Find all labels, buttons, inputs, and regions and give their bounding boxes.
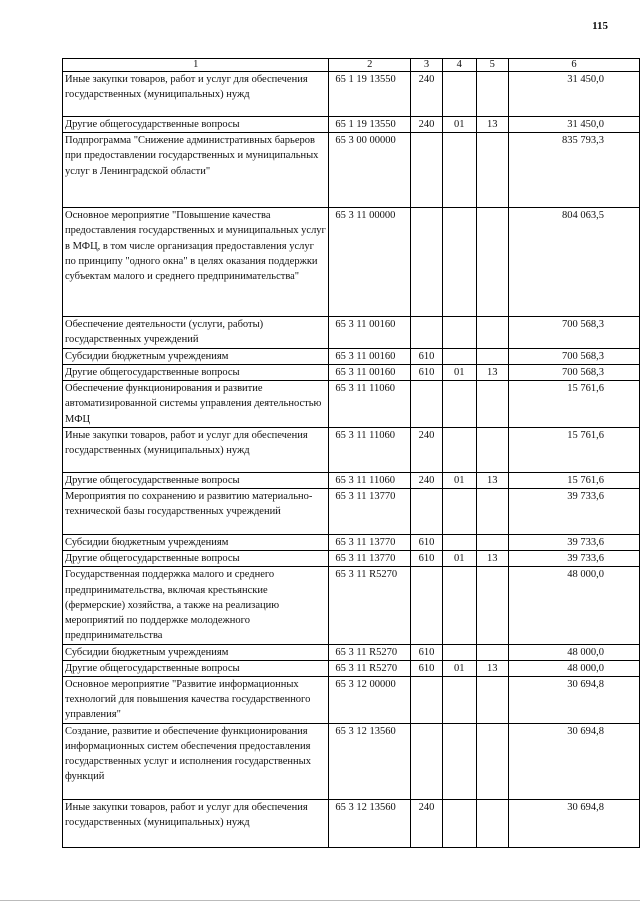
target-code-cell: 65 3 11 13770 bbox=[329, 551, 411, 567]
scan-edge-line bbox=[0, 900, 640, 901]
row-name-cell: Иные закупки товаров, работ и услуг для обеспечения государственных (муниципальных) нужд bbox=[63, 799, 329, 847]
subsection-cell bbox=[476, 208, 509, 317]
row-name-cell: Подпрограмма "Снижение административных барьеров при предоставлении государственных и муниципальных услуг в Ленинградской области" bbox=[63, 133, 329, 208]
target-code-cell: 65 1 19 13550 bbox=[329, 117, 411, 133]
subsection-cell: 13 bbox=[476, 117, 509, 133]
subsection-cell bbox=[476, 567, 509, 644]
expense-type-cell: 240 bbox=[411, 117, 443, 133]
target-code-cell: 65 3 00 00000 bbox=[329, 133, 411, 208]
target-code-cell: 65 3 11 13770 bbox=[329, 488, 411, 534]
expense-type-cell: 240 bbox=[411, 472, 443, 488]
row-name-cell: Другие общегосударственные вопросы bbox=[63, 364, 329, 380]
table-row bbox=[63, 208, 640, 317]
subsection-cell bbox=[476, 348, 509, 364]
subsection-cell bbox=[476, 133, 509, 208]
section-cell bbox=[442, 133, 476, 208]
row-name-cell: Субсидии бюджетным учреждениям bbox=[63, 534, 329, 550]
column-number: 4 bbox=[442, 59, 476, 72]
section-cell bbox=[442, 208, 476, 317]
amount-cell: 804 063,5 bbox=[509, 208, 640, 317]
expense-type-cell: 610 bbox=[411, 644, 443, 660]
section-cell bbox=[442, 317, 476, 348]
target-code-cell: 65 3 12 13560 bbox=[329, 723, 411, 799]
subsection-cell: 13 bbox=[476, 660, 509, 676]
amount-cell: 30 694,8 bbox=[509, 723, 640, 799]
table-body bbox=[63, 72, 640, 848]
amount-cell: 700 568,3 bbox=[509, 317, 640, 348]
target-code-cell: 65 3 11 11060 bbox=[329, 427, 411, 472]
table-row bbox=[63, 317, 640, 348]
target-code-cell: 65 3 11 00160 bbox=[329, 317, 411, 348]
row-name-cell: Мероприятия по сохранению и развитию материально-технической базы государственных учреждений bbox=[63, 488, 329, 534]
row-name-cell: Основное мероприятие "Развитие информационных технологий для повышения качества государственного управления" bbox=[63, 676, 329, 723]
column-number: 2 bbox=[329, 59, 411, 72]
expense-type-cell bbox=[411, 133, 443, 208]
row-name-cell: Другие общегосударственные вопросы bbox=[63, 472, 329, 488]
expense-type-cell: 610 bbox=[411, 660, 443, 676]
section-cell bbox=[442, 644, 476, 660]
amount-cell: 700 568,3 bbox=[509, 364, 640, 380]
amount-cell: 48 000,0 bbox=[509, 567, 640, 644]
target-code-cell: 65 3 11 13770 bbox=[329, 534, 411, 550]
expense-type-cell: 610 bbox=[411, 534, 443, 550]
table-row bbox=[63, 567, 640, 644]
row-name-cell: Государственная поддержка малого и среднего предпринимательства, включая крестьянские (фермерские) хозяйства, а также на реализацию мероприятий по поддержке молодежного предпринимательства bbox=[63, 567, 329, 644]
amount-cell: 31 450,0 bbox=[509, 72, 640, 117]
target-code-cell: 65 3 11 11060 bbox=[329, 472, 411, 488]
expense-type-cell bbox=[411, 208, 443, 317]
table-row bbox=[63, 133, 640, 208]
subsection-cell bbox=[476, 72, 509, 117]
table-row bbox=[63, 472, 640, 488]
subsection-cell bbox=[476, 644, 509, 660]
subsection-cell: 13 bbox=[476, 364, 509, 380]
row-name-cell: Обеспечение деятельности (услуги, работы) государственных учреждений bbox=[63, 317, 329, 348]
subsection-cell bbox=[476, 381, 509, 428]
section-cell bbox=[442, 567, 476, 644]
table-row bbox=[63, 348, 640, 364]
row-name-cell: Создание, развитие и обеспечение функционирования информационных систем обеспечения предоставления государственных услуг и исполнения государственных функций bbox=[63, 723, 329, 799]
target-code-cell: 65 1 19 13550 bbox=[329, 72, 411, 117]
row-name-cell: Другие общегосударственные вопросы bbox=[63, 551, 329, 567]
section-cell bbox=[442, 799, 476, 847]
amount-cell: 30 694,8 bbox=[509, 676, 640, 723]
subsection-cell bbox=[476, 488, 509, 534]
amount-cell: 15 761,6 bbox=[509, 427, 640, 472]
section-cell: 01 bbox=[442, 364, 476, 380]
amount-cell: 48 000,0 bbox=[509, 660, 640, 676]
column-number: 3 bbox=[411, 59, 443, 72]
table-row bbox=[63, 364, 640, 380]
expense-type-cell bbox=[411, 723, 443, 799]
table-row bbox=[63, 117, 640, 133]
subsection-cell bbox=[476, 676, 509, 723]
expense-type-cell bbox=[411, 567, 443, 644]
table-row bbox=[63, 660, 640, 676]
amount-cell: 39 733,6 bbox=[509, 551, 640, 567]
section-cell bbox=[442, 381, 476, 428]
row-name-cell: Субсидии бюджетным учреждениям bbox=[63, 348, 329, 364]
amount-cell: 700 568,3 bbox=[509, 348, 640, 364]
column-number: 5 bbox=[476, 59, 509, 72]
section-cell: 01 bbox=[442, 551, 476, 567]
row-name-cell: Основное мероприятие "Повышение качества предоставления государственных и муниципальных услуг в МФЦ, в том числе организация предоставления услуг по принципу "одного окна" в целях оказания поддержки субъектам малого и среднего предпринимательства" bbox=[63, 208, 329, 317]
target-code-cell: 65 3 12 00000 bbox=[329, 676, 411, 723]
row-name-cell: Обеспечение функционирования и развитие автоматизированной системы управления деятельностью МФЦ bbox=[63, 381, 329, 428]
row-name-cell: Иные закупки товаров, работ и услуг для обеспечения государственных (муниципальных) нужд bbox=[63, 427, 329, 472]
amount-cell: 39 733,6 bbox=[509, 488, 640, 534]
amount-cell: 31 450,0 bbox=[509, 117, 640, 133]
page-number: 115 bbox=[592, 20, 608, 32]
target-code-cell: 65 3 11 R5270 bbox=[329, 567, 411, 644]
section-cell bbox=[442, 348, 476, 364]
subsection-cell bbox=[476, 799, 509, 847]
section-cell: 01 bbox=[442, 117, 476, 133]
table-row bbox=[63, 799, 640, 847]
subsection-cell bbox=[476, 317, 509, 348]
table-row bbox=[63, 534, 640, 550]
amount-cell: 30 694,8 bbox=[509, 799, 640, 847]
table-row bbox=[63, 488, 640, 534]
section-cell: 01 bbox=[442, 660, 476, 676]
expense-type-cell: 240 bbox=[411, 799, 443, 847]
table-row bbox=[63, 676, 640, 723]
expense-type-cell: 610 bbox=[411, 348, 443, 364]
target-code-cell: 65 3 11 11060 bbox=[329, 381, 411, 428]
subsection-cell: 13 bbox=[476, 472, 509, 488]
row-name-cell: Другие общегосударственные вопросы bbox=[63, 660, 329, 676]
subsection-cell bbox=[476, 427, 509, 472]
target-code-cell: 65 3 11 R5270 bbox=[329, 660, 411, 676]
column-number-row bbox=[63, 59, 640, 72]
subsection-cell: 13 bbox=[476, 551, 509, 567]
row-name-cell: Субсидии бюджетным учреждениям bbox=[63, 644, 329, 660]
section-cell bbox=[442, 488, 476, 534]
section-cell bbox=[442, 723, 476, 799]
budget-table bbox=[62, 58, 640, 848]
table-row bbox=[63, 644, 640, 660]
target-code-cell: 65 3 11 00160 bbox=[329, 364, 411, 380]
target-code-cell: 65 3 11 00160 bbox=[329, 348, 411, 364]
section-cell bbox=[442, 676, 476, 723]
section-cell bbox=[442, 427, 476, 472]
expense-type-cell bbox=[411, 381, 443, 428]
amount-cell: 15 761,6 bbox=[509, 381, 640, 428]
target-code-cell: 65 3 12 13560 bbox=[329, 799, 411, 847]
amount-cell: 48 000,0 bbox=[509, 644, 640, 660]
amount-cell: 39 733,6 bbox=[509, 534, 640, 550]
table-row bbox=[63, 723, 640, 799]
subsection-cell bbox=[476, 534, 509, 550]
column-number: 1 bbox=[63, 59, 329, 72]
expense-type-cell: 240 bbox=[411, 427, 443, 472]
amount-cell: 15 761,6 bbox=[509, 472, 640, 488]
table-row bbox=[63, 551, 640, 567]
table-row bbox=[63, 72, 640, 117]
expense-type-cell bbox=[411, 676, 443, 723]
row-name-cell: Другие общегосударственные вопросы bbox=[63, 117, 329, 133]
target-code-cell: 65 3 11 00000 bbox=[329, 208, 411, 317]
column-number: 6 bbox=[509, 59, 640, 72]
table-row bbox=[63, 381, 640, 428]
row-name-cell: Иные закупки товаров, работ и услуг для обеспечения государственных (муниципальных) нужд bbox=[63, 72, 329, 117]
amount-cell: 835 793,3 bbox=[509, 133, 640, 208]
section-cell bbox=[442, 72, 476, 117]
expense-type-cell: 240 bbox=[411, 72, 443, 117]
expense-type-cell: 610 bbox=[411, 364, 443, 380]
expense-type-cell bbox=[411, 317, 443, 348]
section-cell: 01 bbox=[442, 472, 476, 488]
expense-type-cell: 610 bbox=[411, 551, 443, 567]
subsection-cell bbox=[476, 723, 509, 799]
section-cell bbox=[442, 534, 476, 550]
table-row bbox=[63, 427, 640, 472]
expense-type-cell bbox=[411, 488, 443, 534]
target-code-cell: 65 3 11 R5270 bbox=[329, 644, 411, 660]
